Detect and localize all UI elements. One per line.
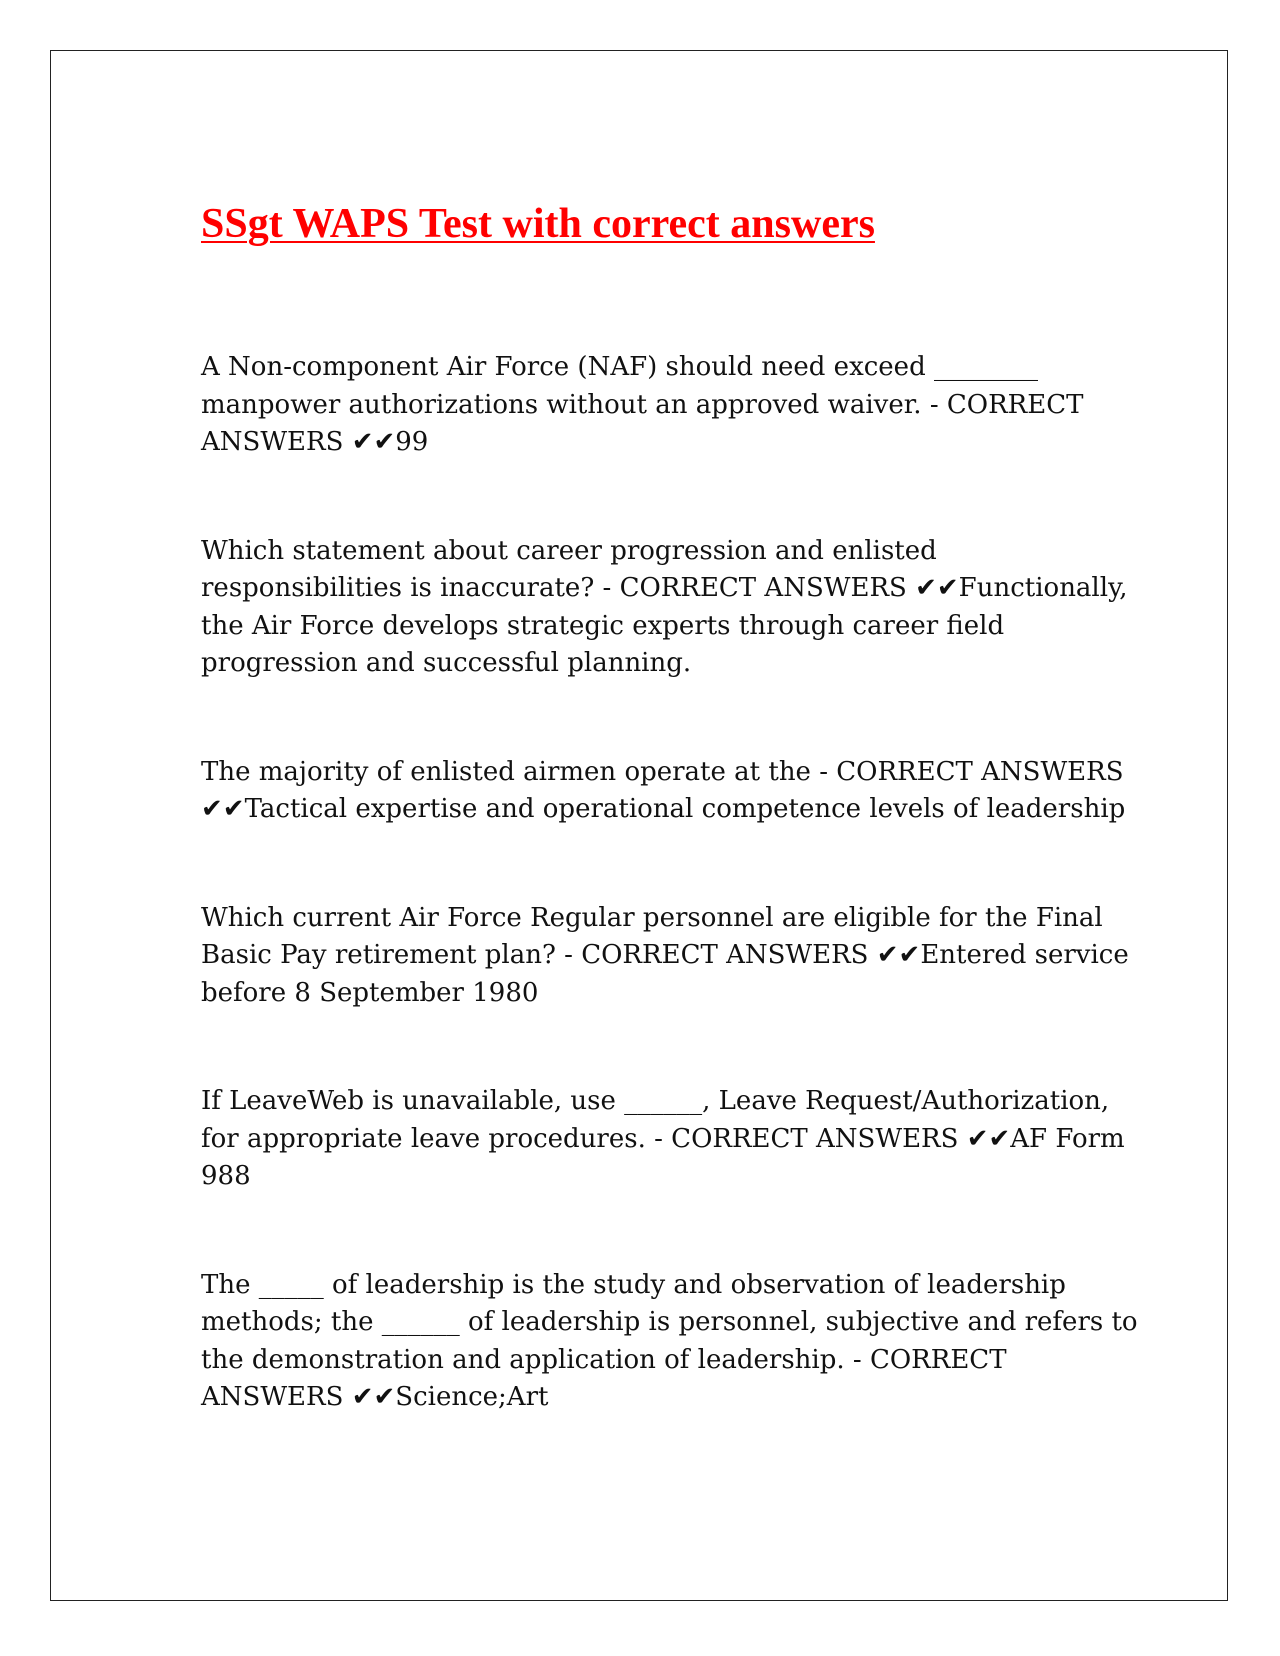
qa-list	[201, 349, 1191, 1417]
qa-item-4: Which current Air Force Regular personnel are eligible for the Final Basic Pay retirement plan? - CORRECT ANSWERS ✔✔Entered service before 8 September 1980	[201, 902, 1129, 1008]
qa-item-6: The _____ of leadership is the study and observation of leadership methods; the ______ of leadership is personnel, subjective and refers to the demonstration and application of leadership. - CORRECT ANSWERS ✔✔Science;Art	[201, 1269, 1138, 1413]
qa-item-2: Which statement about career progression and enlisted responsibilities is inaccurate? - CORRECT ANSWERS ✔✔Functionally, the Air Force develops strategic experts through career field progression and successful planning.	[201, 535, 1128, 679]
page-frame	[50, 50, 1228, 1601]
qa-item-1: A Non-component Air Force (NAF) should need exceed ________ manpower authorizations without an approved waiver. - CORRECT ANSWERS ✔✔99	[201, 352, 1084, 458]
document-content	[201, 201, 1191, 1488]
qa-item-5: If LeaveWeb is unavailable, use ______, Leave Request/Authorization, for appropriate leave procedures. - CORRECT ANSWERS ✔✔AF Form 988	[201, 1086, 1125, 1192]
qa-item-3: The majority of enlisted airmen operate at the - CORRECT ANSWERS ✔✔Tactical expertise and operational competence levels of leadership	[201, 756, 1126, 825]
document-title: SSgt WAPS Test with correct answers	[201, 201, 875, 247]
